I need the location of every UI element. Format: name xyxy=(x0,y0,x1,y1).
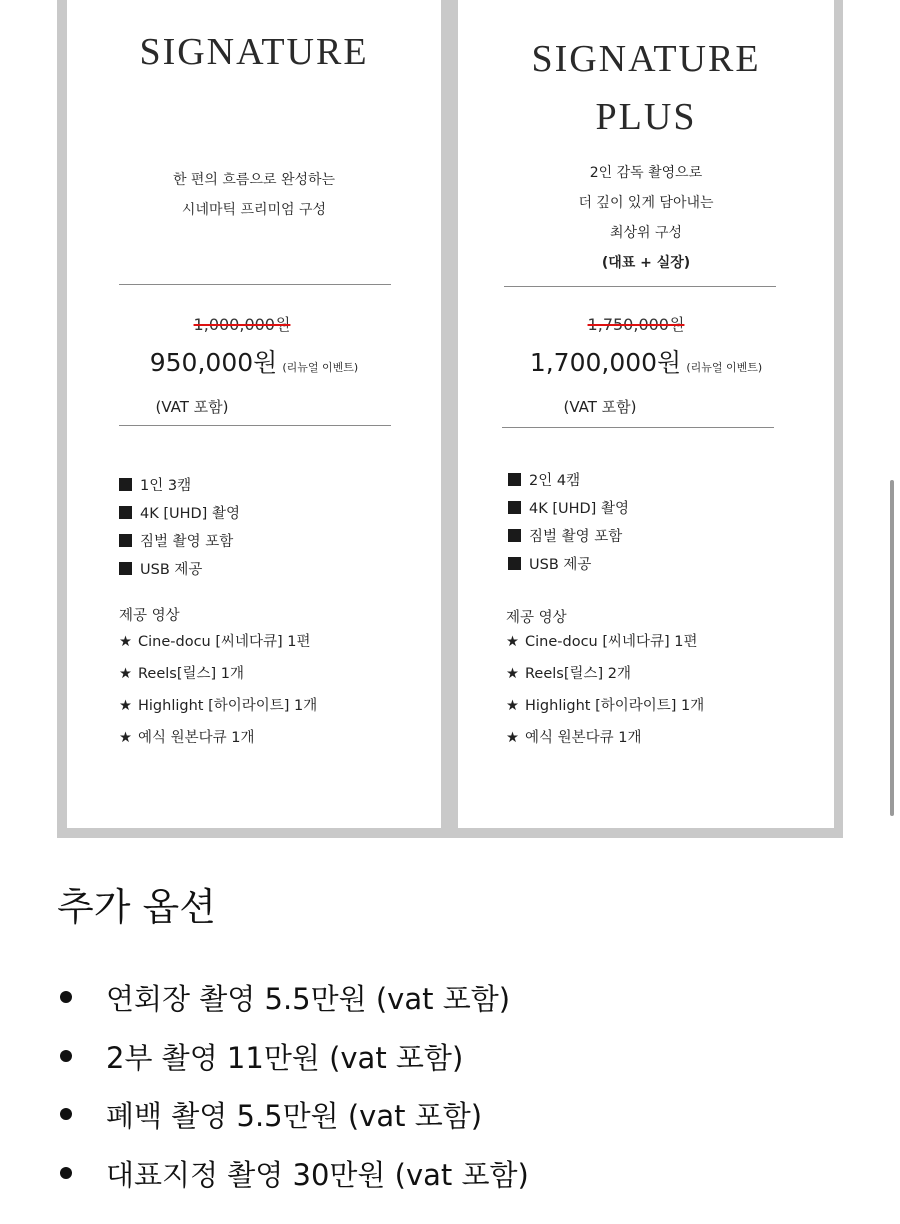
star-icon: ★ xyxy=(119,698,132,714)
video-item: ★ Highlight [하이라이트] 1개 xyxy=(506,698,705,714)
videos-title: 제공 영상 xyxy=(119,608,180,624)
bullet-icon xyxy=(60,1167,72,1179)
package-name: SIGNATURE PLUS xyxy=(531,38,761,138)
package-description: 한 편의 흐름으로 완성하는 시네마틱 프리미엄 구성 xyxy=(172,172,336,218)
bullet-icon xyxy=(60,991,72,1003)
package-description: 2인 감독 촬영으로 더 깊이 있게 담아내는 최상위 구성 (대표 + 실장) xyxy=(578,165,714,271)
star-icon: ★ xyxy=(506,666,519,682)
spec-item: 짐벌 촬영 포함 xyxy=(508,523,629,551)
square-bullet-icon xyxy=(508,529,521,542)
package-card-signature xyxy=(67,0,441,828)
video-item: ★ Reels[릴스] 2개 xyxy=(506,666,632,682)
options-list xyxy=(60,970,529,1204)
original-price: 1,750,000원 xyxy=(587,315,685,334)
star-icon: ★ xyxy=(506,730,519,746)
square-bullet-icon xyxy=(119,506,132,519)
vat-note: (VAT 포함) xyxy=(155,398,229,416)
video-item: ★ Cine-docu [씨네다큐] 1편 xyxy=(506,634,698,650)
vat-note: (VAT 포함) xyxy=(563,398,637,416)
price: 1,700,000원 (리뉴얼 이벤트) xyxy=(529,348,763,377)
options-title: 추가 옵션 xyxy=(57,885,216,929)
video-item: ★ Highlight [하이라이트] 1개 xyxy=(119,698,318,714)
square-bullet-icon xyxy=(508,501,521,514)
video-item: ★ 예식 원본다큐 1개 xyxy=(119,730,255,746)
spec-list xyxy=(508,467,629,579)
spec-item: 짐벌 촬영 포함 xyxy=(119,528,240,556)
square-bullet-icon xyxy=(119,478,132,491)
divider xyxy=(119,284,391,285)
star-icon: ★ xyxy=(506,634,519,650)
spec-item: USB 제공 xyxy=(119,556,240,584)
spec-item: 1인 3캠 xyxy=(119,472,240,500)
spec-item: 4K [UHD] 촬영 xyxy=(508,495,629,523)
spec-item: 4K [UHD] 촬영 xyxy=(119,500,240,528)
star-icon: ★ xyxy=(119,666,132,682)
bullet-icon xyxy=(60,1108,72,1120)
option-item: 대표지정 촬영 30만원 (vat 포함) xyxy=(60,1146,529,1205)
square-bullet-icon xyxy=(119,562,132,575)
package-name: SIGNATURE xyxy=(139,31,369,73)
divider xyxy=(502,427,774,428)
video-item: ★ 예식 원본다큐 1개 xyxy=(506,730,642,746)
divider xyxy=(504,286,776,287)
video-list xyxy=(506,626,704,754)
option-item: 연회장 촬영 5.5만원 (vat 포함) xyxy=(60,970,529,1029)
star-icon: ★ xyxy=(506,698,519,714)
star-icon: ★ xyxy=(119,730,132,746)
option-item: 2부 촬영 11만원 (vat 포함) xyxy=(60,1029,529,1088)
price: 950,000원 (리뉴얼 이벤트) xyxy=(149,348,359,377)
square-bullet-icon xyxy=(508,473,521,486)
square-bullet-icon xyxy=(508,557,521,570)
video-item: ★ Reels[릴스] 1개 xyxy=(119,666,245,682)
option-item: 폐백 촬영 5.5만원 (vat 포함) xyxy=(60,1087,529,1146)
videos-title: 제공 영상 xyxy=(506,610,567,626)
original-price: 1,000,000원 xyxy=(193,315,291,334)
video-item: ★ Cine-docu [씨네다큐] 1편 xyxy=(119,634,311,650)
scrollbar[interactable] xyxy=(890,480,894,816)
bullet-icon xyxy=(60,1050,72,1062)
spec-item: USB 제공 xyxy=(508,551,629,579)
star-icon: ★ xyxy=(119,634,132,650)
video-list xyxy=(119,626,317,754)
spec-item: 2인 4캠 xyxy=(508,467,629,495)
square-bullet-icon xyxy=(119,534,132,547)
divider xyxy=(119,425,391,426)
package-card-signature-plus xyxy=(458,0,834,828)
spec-list xyxy=(119,472,240,584)
